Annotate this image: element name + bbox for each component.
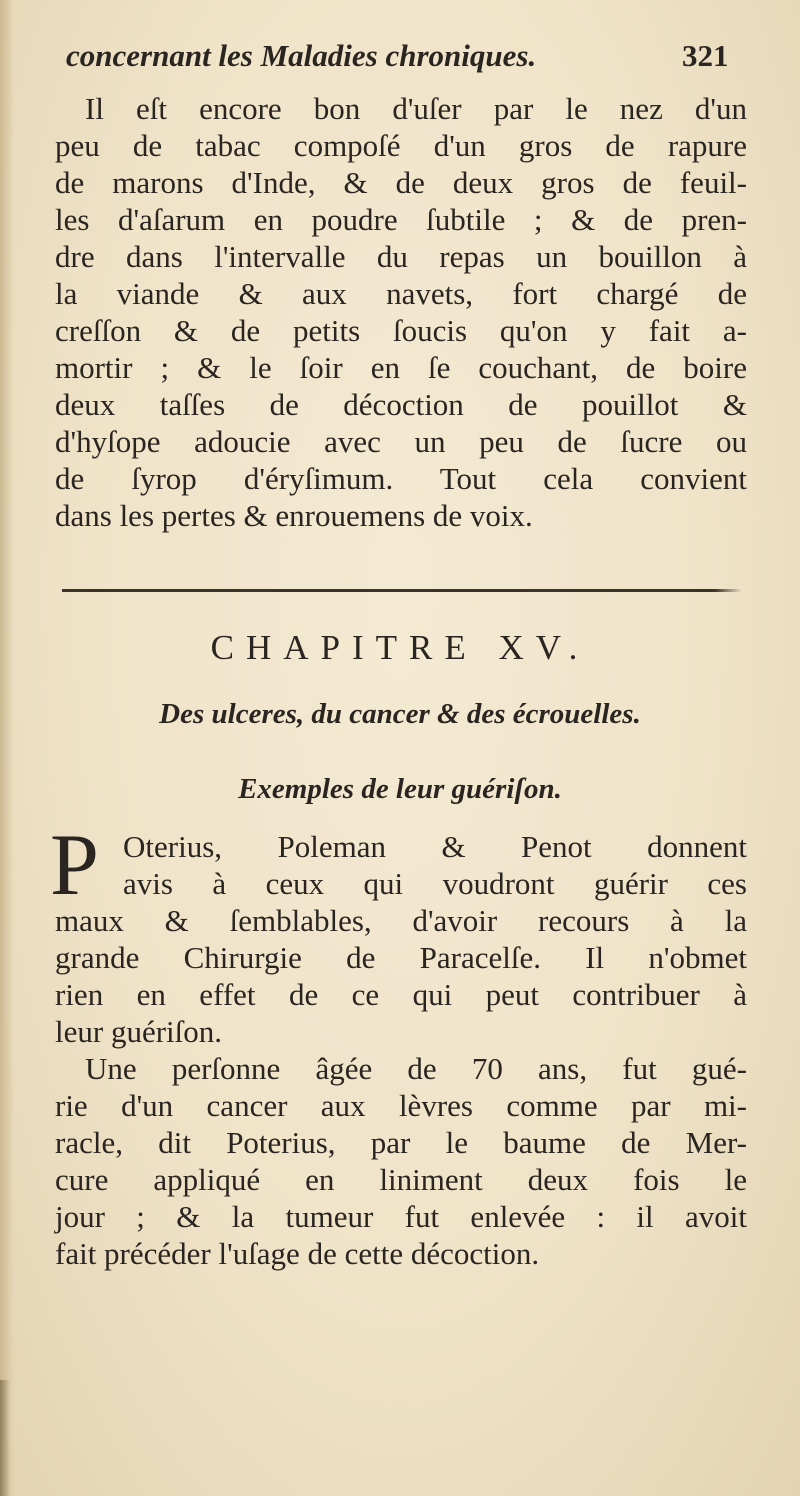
text-line: maux & ſemblables, d'avoir recours à la	[55, 903, 747, 938]
paragraph-three	[55, 1050, 747, 1272]
text-line: rien en effet de ce qui peut contribuer à	[55, 977, 747, 1012]
text-line: fait précéder l'uſage de cette décoction.	[55, 1236, 540, 1271]
text-line: de marons d'Inde, & de deux gros de feuil-	[55, 165, 747, 200]
text-line: cure appliqué en liniment deux fois le	[55, 1162, 747, 1197]
text-line: Oterius, Poleman & Penot donnent	[123, 829, 747, 864]
text-line: peu de tabac compoſé d'un gros de rapure	[55, 128, 747, 163]
text-line: grande Chirurgie de Paracelſe. Il n'obmet	[55, 940, 747, 975]
text-line: dans les pertes & enrouemens de voix.	[55, 498, 533, 533]
section-heading: Exemples de leur guériſon.	[238, 773, 562, 805]
running-head	[66, 36, 746, 80]
chapter-subtitle: Des ulceres, du cancer & des écrouelles.	[159, 698, 641, 730]
text-line: dre dans l'intervalle du repas un bouillon à	[55, 239, 747, 274]
text-line: Une perſonne âgée de 70 ans, fut gué-	[85, 1051, 747, 1086]
text-line: rie d'un cancer aux lèvres comme par mi-	[55, 1088, 747, 1123]
text-line: mortir ; & le ſoir en ſe couchant, de boire	[55, 350, 747, 385]
text-line: leur guériſon.	[55, 1014, 223, 1049]
text-line: d'hyſope adoucie avec un peu de ſucre ou	[55, 424, 747, 459]
text-line: jour ; & la tumeur fut enlevée : il avoit	[55, 1199, 747, 1234]
text-line: deux taſſes de décoction de pouillot &	[55, 387, 747, 422]
text-line: de ſyrop d'éryſimum. Tout cela convient	[55, 461, 747, 496]
text-line: Il eſt encore bon d'uſer par le nez d'un	[85, 91, 747, 126]
page-edge-stain	[0, 1380, 10, 1496]
page-edge-shadow	[0, 0, 14, 1496]
chapter-title: CHAPITRE XV.	[210, 628, 590, 667]
text-line: avis à ceux qui voudront guérir ces	[123, 866, 747, 901]
page-number: 321	[682, 38, 729, 73]
text-line: creſſon & de petits ſoucis qu'on y fait a-	[55, 313, 747, 348]
text-line: les d'aſarum en poudre ſubtile ; & de pren-	[55, 202, 747, 237]
text-line: racle, dit Poterius, par le baume de Mer-	[55, 1125, 747, 1160]
paragraph-top	[55, 90, 747, 534]
text-line: la viande & aux navets, fort chargé de	[55, 276, 747, 311]
drop-cap: P	[50, 817, 99, 914]
running-head-title: concernant les Maladies chroniques.	[66, 38, 537, 73]
paragraph-two	[55, 828, 747, 1050]
section-divider-rule	[62, 589, 742, 592]
